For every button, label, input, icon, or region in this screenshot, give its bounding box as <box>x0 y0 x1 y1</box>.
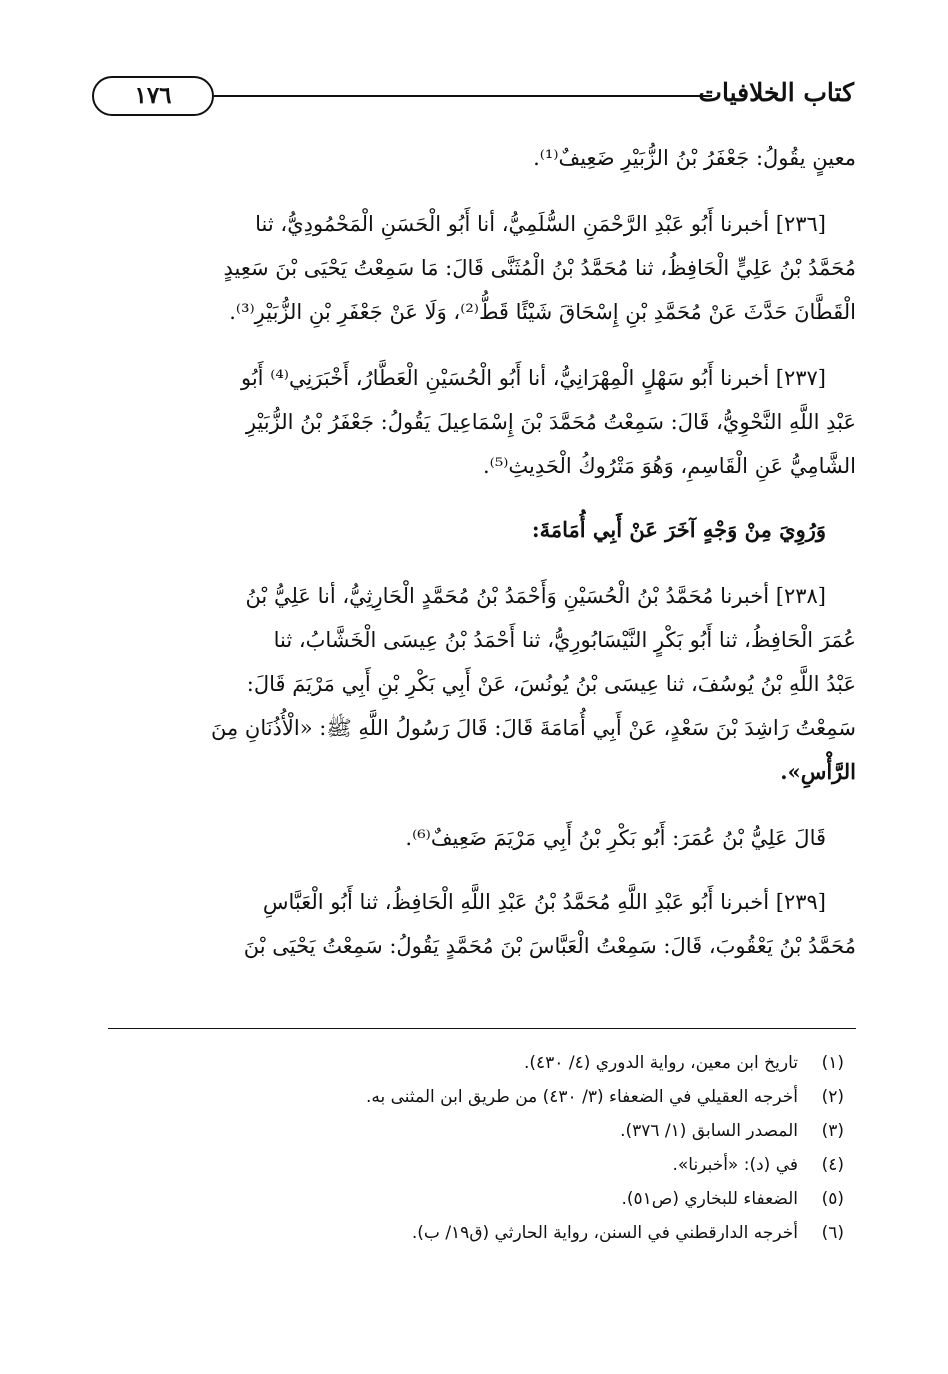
text-line: الرَّأْسِ». <box>780 759 856 784</box>
footnote-text: الضعفاء للبخاري (ص٥١). <box>621 1189 798 1209</box>
footnote-text: في (د): «أخبرنا». <box>672 1155 798 1175</box>
text-line: عَبْدِ اللَّهِ النَّحْوِيُّ، قَالَ: سَمِعْتُ مُحَمَّدَ بْنَ إِسْمَاعِيلَ يَقُولُ: جَعْفَرُ بْنُ الزُّبَيْرِ <box>245 410 856 434</box>
footnote-separator <box>108 1028 856 1029</box>
footnote-number: (٣) <box>821 1121 844 1141</box>
page-header <box>92 72 854 124</box>
text-line: قَالَ عَلِيُّ بْنُ عُمَرَ: أَبُو بَكْرِ بْنُ أَبِي مَرْيَمَ ضَعِيفٌ⁽⁶⁾. <box>405 826 826 850</box>
footnote <box>104 1080 844 1114</box>
text-line: [٢٣٩] أخبرنا أَبُو عَبْدِ اللَّهِ مُحَمَّدُ بْنُ عَبْدِ اللَّهِ الْحَافِظُ، ثنا أَبُو الْعَبَّاسِ <box>262 890 826 914</box>
section-heading: وَرُوِيَ مِنْ وَجْهٍ آخَرَ عَنْ أَبِي أُمَامَةَ: <box>531 517 826 542</box>
header-rule <box>214 95 712 97</box>
text-line: مُحَمَّدُ بْنُ يَعْقُوبَ، قَالَ: سَمِعْتُ الْعَبَّاسَ بْنَ مُحَمَّدٍ يَقُولُ: سَمِعْتُ يَحْيَى بْنَ <box>243 934 856 958</box>
footnote-text: أخرجه الدارقطني في السنن، رواية الحارثي (ق١٩/ ب). <box>411 1223 798 1243</box>
footnote <box>104 1114 844 1148</box>
footnote-text: المصدر السابق (١/ ٣٧٦). <box>620 1121 798 1141</box>
text-line: الْقَطَّانَ حَدَّثَ عَنْ مُحَمَّدِ بْنِ إِسْحَاقَ شَيْئًا قَطُّ⁽²⁾، وَلَا عَنْ جَعْفَرِ بْنِ الزُّبَيْرِ⁽³⁾. <box>229 300 856 324</box>
footnote-text: أخرجه العقيلي في الضعفاء (٣/ ٤٣٠) من طريق ابن المثنى به. <box>365 1087 798 1107</box>
page-number: ١٧٦ <box>92 76 214 116</box>
text-line: الشَّامِيُّ عَنِ الْقَاسِمِ، وَهُوَ مَتْرُوكُ الْحَدِيثِ⁽⁵⁾. <box>483 454 856 478</box>
text-line: معينٍ يقُولُ: جَعْفَرُ بْنُ الزُّبَيْرِ ضَعِيفٌ⁽¹⁾. <box>533 146 856 170</box>
footnote-number: (٢) <box>821 1087 844 1107</box>
text-line: [٢٣٧] أخبرنا أَبُو سَهْلٍ الْمِهْرَانِيُّ، أنا أَبُو الْحُسَيْنِ الْعَطَّارُ، أَخْبَرَنِي⁽⁴⁾ أَبُو <box>240 366 826 390</box>
footnote <box>104 1182 844 1216</box>
footnote <box>104 1046 844 1080</box>
footnote-number: (١) <box>821 1053 844 1073</box>
text-line: عَبْدُ اللَّهِ بْنُ يُوسُفَ، ثنا عِيسَى بْنُ يُونُسَ، عَنْ أَبِي بَكْرِ بْنِ أَبِي مَرْيَمَ قَالَ: <box>246 672 856 696</box>
footnote-number: (٥) <box>821 1189 844 1209</box>
footnote <box>104 1216 844 1250</box>
book-title: كتاب الخلافيات <box>698 78 854 107</box>
text-line: سَمِعْتُ رَاشِدَ بْنَ سَعْدٍ، عَنْ أَبِي أُمَامَةَ قَالَ: قَالَ رَسُولُ اللَّهِ ﷺ: «الْأُذُنَانِ مِنَ <box>210 716 856 740</box>
footnote-text: تاريخ ابن معين، رواية الدوري (٤/ ٤٣٠). <box>523 1053 798 1073</box>
footnotes <box>104 1046 844 1250</box>
text-line: عُمَرَ الْحَافِظُ، ثنا أَبُو بَكْرٍ النَّيْسَابُورِيُّ، ثنا أَحْمَدُ بْنُ عِيسَى الْخَشَّابُ، ثنا <box>273 628 856 652</box>
footnote-number: (٤) <box>821 1155 844 1175</box>
text-line: [٢٣٨] أخبرنا مُحَمَّدُ بْنُ الْحُسَيْنِ وَأَحْمَدُ بْنُ مُحَمَّدٍ الْحَارِثِيُّ، أنا عَلِيُّ بْنُ <box>245 584 826 608</box>
text-line: مُحَمَّدُ بْنُ عَلِيٍّ الْحَافِظُ، ثنا مُحَمَّدُ بْنُ الْمُثَنَّى قَالَ: مَا سَمِعْتُ يَحْيَى بْنَ سَعِيدٍ <box>223 256 856 280</box>
footnote-number: (٦) <box>821 1223 844 1243</box>
text-line: [٢٣٦] أخبرنا أَبُو عَبْدِ الرَّحْمَنِ السُّلَمِيُّ، أنا أَبُو الْحَسَنِ الْمَحْمُودِيُّ، ثنا <box>255 212 826 236</box>
footnote <box>104 1148 844 1182</box>
